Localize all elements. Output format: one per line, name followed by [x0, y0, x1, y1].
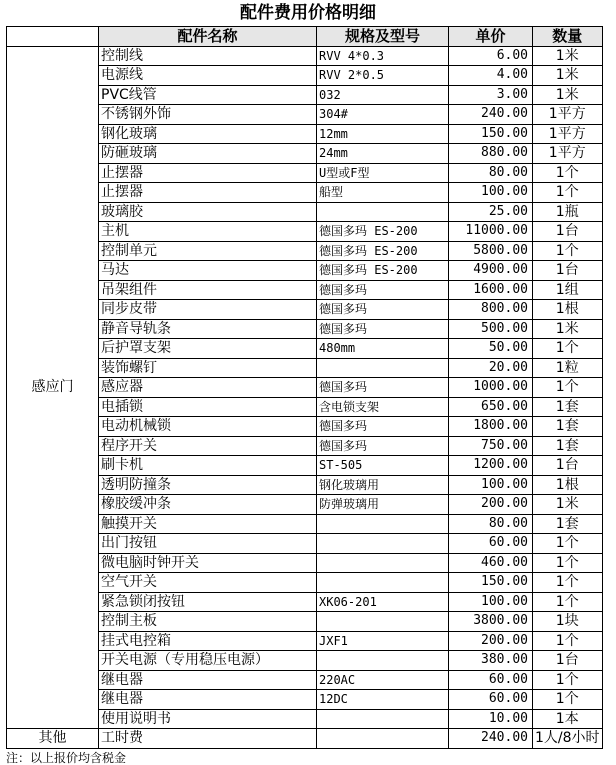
item-price-cell: 10.00 [449, 709, 533, 729]
item-price-cell: 4.00 [449, 66, 533, 86]
item-spec-cell: 钢化玻璃用 [317, 475, 449, 495]
item-qty-cell: 1米 [533, 319, 603, 339]
item-name-cell: 马达 [99, 261, 317, 281]
item-qty-cell: 1个 [533, 163, 603, 183]
item-name-cell: 主机 [99, 222, 317, 242]
item-qty-cell: 1平方 [533, 144, 603, 164]
item-spec-cell [317, 651, 449, 671]
item-qty-cell: 1平方 [533, 105, 603, 125]
item-price-cell: 80.00 [449, 514, 533, 534]
item-qty-cell: 1个 [533, 553, 603, 573]
item-qty-cell: 1个 [533, 378, 603, 398]
item-name-cell: 控制主板 [99, 612, 317, 632]
item-name-cell: 程序开关 [99, 436, 317, 456]
item-qty-cell: 1块 [533, 612, 603, 632]
item-name-cell: 电动机械锁 [99, 417, 317, 437]
item-spec-cell: 12mm [317, 124, 449, 144]
item-qty-cell: 1个 [533, 183, 603, 203]
item-name-cell: 装饰螺钉 [99, 358, 317, 378]
item-spec-cell: RVV 2*0.5 [317, 66, 449, 86]
item-qty-cell: 1米 [533, 85, 603, 105]
item-spec-cell [317, 534, 449, 554]
item-qty-cell: 1个 [533, 592, 603, 612]
item-name-cell: 控制单元 [99, 241, 317, 261]
table-body [7, 46, 603, 748]
item-price-cell: 3.00 [449, 85, 533, 105]
item-price-cell: 150.00 [449, 124, 533, 144]
page-title: 配件费用价格明细 [240, 3, 376, 23]
category-cell: 其他 [7, 729, 99, 749]
price-table [6, 26, 603, 749]
header-category [7, 27, 99, 47]
item-spec-cell: U型或F型 [317, 163, 449, 183]
item-spec-cell [317, 553, 449, 573]
item-qty-cell: 1米 [533, 46, 603, 66]
item-price-cell: 880.00 [449, 144, 533, 164]
item-name-cell: 感应器 [99, 378, 317, 398]
item-name-cell: 防砸玻璃 [99, 144, 317, 164]
header-price: 单价 [449, 27, 533, 47]
item-price-cell: 650.00 [449, 397, 533, 417]
item-qty-cell: 1套 [533, 397, 603, 417]
item-price-cell: 6.00 [449, 46, 533, 66]
item-name-cell: 透明防撞条 [99, 475, 317, 495]
item-name-cell: 紧急锁闭按钮 [99, 592, 317, 612]
item-name-cell: 吊架组件 [99, 280, 317, 300]
item-price-cell: 60.00 [449, 690, 533, 710]
item-name-cell: 挂式电控箱 [99, 631, 317, 651]
item-name-cell: 继电器 [99, 670, 317, 690]
item-qty-cell: 1根 [533, 475, 603, 495]
item-name-cell: 不锈钢外饰 [99, 105, 317, 125]
item-price-cell: 1000.00 [449, 378, 533, 398]
item-spec-cell: 032 [317, 85, 449, 105]
item-name-cell: 空气开关 [99, 573, 317, 593]
item-spec-cell [317, 202, 449, 222]
item-price-cell: 100.00 [449, 592, 533, 612]
item-qty-cell: 1根 [533, 300, 603, 320]
item-name-cell: 止摆器 [99, 163, 317, 183]
item-price-cell: 60.00 [449, 670, 533, 690]
item-qty-cell: 1个 [533, 339, 603, 359]
item-name-cell: 电插锁 [99, 397, 317, 417]
item-qty-cell: 1个 [533, 241, 603, 261]
table-row [7, 729, 603, 749]
item-qty-cell: 1个 [533, 670, 603, 690]
footnote: 注：以上报价均含税金 [6, 751, 127, 765]
item-qty-cell: 1粒 [533, 358, 603, 378]
item-spec-cell: 德国多玛 [317, 280, 449, 300]
item-name-cell: 微电脑时钟开关 [99, 553, 317, 573]
item-qty-cell: 1台 [533, 261, 603, 281]
item-name-cell: PVC线管 [99, 85, 317, 105]
item-name-cell: 继电器 [99, 690, 317, 710]
item-price-cell: 25.00 [449, 202, 533, 222]
item-price-cell: 20.00 [449, 358, 533, 378]
item-name-cell: 后护罩支架 [99, 339, 317, 359]
item-price-cell: 150.00 [449, 573, 533, 593]
item-qty-cell: 1台 [533, 651, 603, 671]
item-spec-cell: 防弹玻璃用 [317, 495, 449, 515]
item-name-cell: 出门按钮 [99, 534, 317, 554]
item-price-cell: 3800.00 [449, 612, 533, 632]
item-price-cell: 60.00 [449, 534, 533, 554]
item-spec-cell: 德国多玛 ES-200 [317, 222, 449, 242]
item-spec-cell: 德国多玛 [317, 378, 449, 398]
item-spec-cell: 德国多玛 [317, 417, 449, 437]
item-name-cell: 控制线 [99, 46, 317, 66]
item-qty-cell: 1本 [533, 709, 603, 729]
item-spec-cell: ST-505 [317, 456, 449, 476]
item-price-cell: 1600.00 [449, 280, 533, 300]
item-name-cell: 触摸开关 [99, 514, 317, 534]
item-price-cell: 750.00 [449, 436, 533, 456]
item-spec-cell [317, 729, 449, 749]
item-qty-cell: 1套 [533, 514, 603, 534]
item-price-cell: 80.00 [449, 163, 533, 183]
item-name-cell: 刷卡机 [99, 456, 317, 476]
item-spec-cell: XK06-201 [317, 592, 449, 612]
header-qty: 数量 [533, 27, 603, 47]
item-price-cell: 100.00 [449, 475, 533, 495]
item-price-cell: 460.00 [449, 553, 533, 573]
item-price-cell: 500.00 [449, 319, 533, 339]
item-price-cell: 4900.00 [449, 261, 533, 281]
item-spec-cell [317, 514, 449, 534]
item-qty-cell: 1平方 [533, 124, 603, 144]
header-spec: 规格及型号 [317, 27, 449, 47]
item-qty-cell: 1台 [533, 456, 603, 476]
item-price-cell: 200.00 [449, 631, 533, 651]
item-qty-cell: 1米 [533, 495, 603, 515]
item-spec-cell [317, 709, 449, 729]
item-spec-cell: 220AC [317, 670, 449, 690]
item-price-cell: 800.00 [449, 300, 533, 320]
item-price-cell: 240.00 [449, 105, 533, 125]
item-spec-cell [317, 612, 449, 632]
item-spec-cell: 含电锁支架 [317, 397, 449, 417]
category-cell: 感应门 [7, 46, 99, 729]
item-name-cell: 玻璃胶 [99, 202, 317, 222]
item-name-cell: 使用说明书 [99, 709, 317, 729]
item-qty-cell: 1瓶 [533, 202, 603, 222]
item-spec-cell: 480mm [317, 339, 449, 359]
item-spec-cell: 304# [317, 105, 449, 125]
item-spec-cell: 德国多玛 [317, 300, 449, 320]
item-price-cell: 5800.00 [449, 241, 533, 261]
item-name-cell: 止摆器 [99, 183, 317, 203]
item-name-cell: 橡胶缓冲条 [99, 495, 317, 515]
item-price-cell: 380.00 [449, 651, 533, 671]
item-spec-cell [317, 573, 449, 593]
item-price-cell: 11000.00 [449, 222, 533, 242]
item-name-cell: 电源线 [99, 66, 317, 86]
item-qty-cell: 1个 [533, 534, 603, 554]
item-spec-cell: 24mm [317, 144, 449, 164]
item-spec-cell: 德国多玛 [317, 319, 449, 339]
item-price-cell: 1800.00 [449, 417, 533, 437]
item-spec-cell: RVV 4*0.3 [317, 46, 449, 66]
item-qty-cell: 1个 [533, 690, 603, 710]
header-name: 配件名称 [99, 27, 317, 47]
item-name-cell: 工时费 [99, 729, 317, 749]
item-qty-cell: 1台 [533, 222, 603, 242]
item-qty-cell: 1套 [533, 436, 603, 456]
item-price-cell: 200.00 [449, 495, 533, 515]
item-qty-cell: 1米 [533, 66, 603, 86]
item-price-cell: 1200.00 [449, 456, 533, 476]
item-qty-cell: 1个 [533, 573, 603, 593]
item-qty-cell: 1个 [533, 631, 603, 651]
item-spec-cell: 德国多玛 [317, 436, 449, 456]
item-spec-cell: JXF1 [317, 631, 449, 651]
item-name-cell: 静音导轨条 [99, 319, 317, 339]
item-price-cell: 240.00 [449, 729, 533, 749]
item-name-cell: 同步皮带 [99, 300, 317, 320]
item-spec-cell: 德国多玛 ES-200 [317, 261, 449, 281]
table-row [7, 46, 603, 66]
item-spec-cell: 船型 [317, 183, 449, 203]
item-price-cell: 100.00 [449, 183, 533, 203]
item-name-cell: 钢化玻璃 [99, 124, 317, 144]
item-qty-cell: 1人/8小时 [533, 729, 603, 749]
item-spec-cell: 12DC [317, 690, 449, 710]
item-qty-cell: 1组 [533, 280, 603, 300]
item-price-cell: 50.00 [449, 339, 533, 359]
item-qty-cell: 1套 [533, 417, 603, 437]
table-header-row [7, 27, 603, 47]
item-spec-cell: 德国多玛 ES-200 [317, 241, 449, 261]
item-name-cell: 开关电源（专用稳压电源） [99, 651, 317, 671]
item-spec-cell [317, 358, 449, 378]
